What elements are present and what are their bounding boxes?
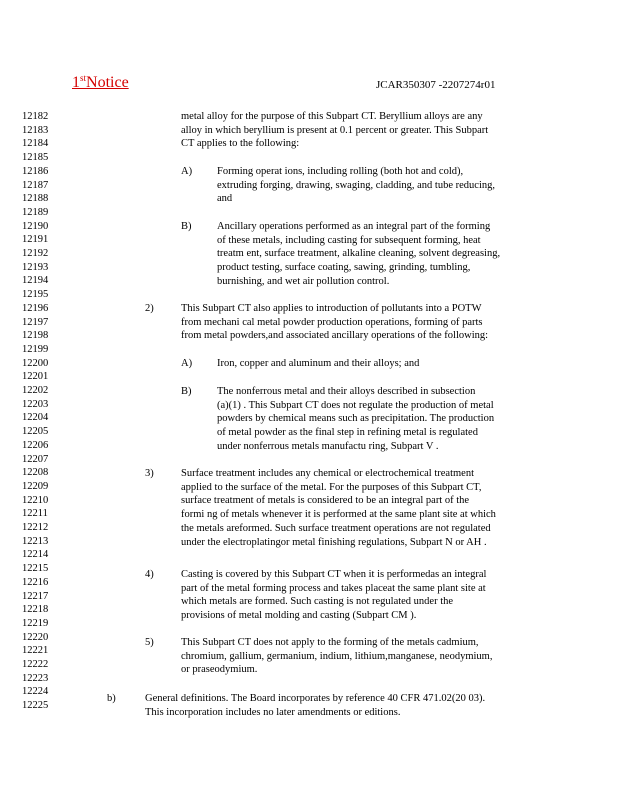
item-b-line-4: product testing, surface coating, sawing, grinding, tumbling, bbox=[217, 262, 471, 274]
line-number: 12187 bbox=[22, 179, 49, 191]
line-number: 12224 bbox=[22, 686, 49, 698]
line-number: 12191 bbox=[22, 234, 49, 246]
item-5-line-2: chromium, gallium, germanium, indium, lithium,manganese, neodymium, bbox=[181, 650, 493, 662]
item-b-line-5: burnishing, and wet air pollution control. bbox=[217, 275, 390, 287]
item-4-line-4: provisions of metal molding and casting (Subpart CM ). bbox=[181, 610, 417, 622]
item-5-line-3: or praseodymium. bbox=[181, 664, 258, 676]
line-number: 12194 bbox=[22, 275, 49, 287]
line-number: 12185 bbox=[22, 152, 49, 164]
item-a-line-3: and bbox=[217, 193, 233, 205]
item-2b-line-4: of metal powder as the final step in refining metal is regulated bbox=[217, 427, 478, 439]
para-intro-line-3: CT applies to the following: bbox=[181, 138, 300, 150]
line-number: 12211 bbox=[22, 508, 48, 520]
item-2b-line-2: (a)(1) . This Subpart CT does not regulate the production of metal bbox=[217, 399, 494, 411]
line-number: 12217 bbox=[22, 590, 49, 602]
item-5-line-1: This Subpart CT does not apply to the forming of the metals cadmium, bbox=[181, 637, 479, 648]
line-number: 12202 bbox=[22, 385, 49, 396]
item-a-line-2: extruding forging, drawing, swaging, cladding, and tube reducing, bbox=[217, 179, 495, 191]
item-4-line-3: which metals are formed. Such casting is not regulated under the bbox=[181, 596, 454, 608]
marker-2: 2) bbox=[145, 303, 154, 314]
item-3-line-6: under the electroplatingor metal finishing regulations, Subpart N or AH . bbox=[181, 536, 487, 548]
line-number: 12204 bbox=[22, 412, 49, 424]
line-number: 12195 bbox=[22, 289, 49, 301]
line-number: 12216 bbox=[22, 576, 49, 588]
line-number: 12183 bbox=[22, 124, 49, 136]
line-number: 12219 bbox=[22, 617, 49, 629]
line-number: 12218 bbox=[22, 604, 49, 616]
line-number: 12192 bbox=[22, 248, 49, 259]
line-number: 12214 bbox=[22, 549, 49, 561]
item-4-line-1: Casting is covered by this Subpart CT when it is performedas an integral bbox=[181, 569, 487, 580]
line-number: 12198 bbox=[22, 330, 49, 342]
item-3-line-4: formi ng of metals whenever it is performed at the same plant site at which bbox=[181, 509, 496, 521]
item-2b-line-3: powders by chemical means such as precipitation. The production bbox=[217, 413, 495, 425]
notice-header: 1stNotice bbox=[72, 73, 129, 91]
item-3-line-2: applied to the surface of the metal. For the purposes of this Subpart CT, bbox=[181, 481, 482, 493]
definitions-line-1: General definitions. The Board incorporates by reference 40 CFR 471.02(20 03). bbox=[145, 693, 486, 704]
line-number: 12200 bbox=[22, 357, 49, 369]
document-id: JCAR350307 -2207274r01 bbox=[376, 79, 496, 91]
line-number: 12205 bbox=[22, 426, 49, 438]
line-number: 12186 bbox=[22, 165, 49, 177]
definitions-line-2: This incorporation includes no later amendments or editions. bbox=[145, 706, 401, 718]
item-2b-line-1: The nonferrous metal and their alloys described in subsection bbox=[217, 386, 476, 397]
item-2-line-1: This Subpart CT also applies to introduction of pollutants into a POTW bbox=[181, 303, 482, 314]
marker-5: 5) bbox=[145, 637, 154, 648]
marker-a: A) bbox=[181, 166, 193, 177]
line-number: 12212 bbox=[22, 522, 49, 533]
marker-3: 3) bbox=[145, 468, 154, 479]
line-number: 12189 bbox=[22, 206, 49, 218]
line-number: 12201 bbox=[22, 371, 49, 383]
line-number: 12221 bbox=[22, 645, 49, 657]
line-number: 12209 bbox=[22, 480, 49, 492]
line-number: 12223 bbox=[22, 672, 49, 684]
item-3-line-3: surface treatment of metals is considered to be an integral part of the bbox=[181, 495, 470, 507]
line-number: 12215 bbox=[22, 563, 49, 575]
line-number: 12196 bbox=[22, 302, 49, 314]
item-2-line-3: from metal powders,and associated ancillary operations of the following: bbox=[181, 330, 489, 342]
line-number: 12188 bbox=[22, 193, 49, 205]
item-3-line-5: the metals areformed. Such surface treatment operations are not regulated bbox=[181, 522, 491, 534]
line-number: 12208 bbox=[22, 467, 49, 479]
item-a-line-1: Forming operat ions, including rolling (both hot and cold), bbox=[217, 166, 464, 177]
para-intro-line-1: metal alloy for the purpose of this Subpart CT. Beryllium alloys are any bbox=[181, 111, 483, 122]
item-2a-line-1: Iron, copper and aluminum and their alloys; and bbox=[217, 358, 420, 369]
item-3-line-1: Surface treatment includes any chemical or electrochemical treatment bbox=[181, 468, 474, 479]
marker-b-definitions: b) bbox=[107, 693, 116, 704]
item-2-line-2: from mechani cal metal powder production operations, forming of parts bbox=[181, 316, 483, 328]
line-number: 12199 bbox=[22, 343, 49, 355]
line-number: 12197 bbox=[22, 316, 49, 328]
item-b-line-1: Ancillary operations performed as an integral part of the forming bbox=[217, 221, 491, 232]
marker-4: 4) bbox=[145, 569, 154, 580]
line-number: 12207 bbox=[22, 453, 49, 465]
line-number: 12190 bbox=[22, 220, 49, 232]
item-b-line-3: treatm ent, surface treatment, alkaline cleaning, solvent degreasing, bbox=[217, 248, 501, 260]
line-number: 12225 bbox=[22, 700, 49, 712]
line-number: 12203 bbox=[22, 398, 49, 410]
marker-2a: A) bbox=[181, 358, 193, 369]
marker-b: B) bbox=[181, 221, 192, 232]
line-number: 12210 bbox=[22, 494, 49, 506]
line-number: 12222 bbox=[22, 659, 49, 670]
line-number: 12182 bbox=[22, 111, 49, 122]
line-number: 12184 bbox=[22, 138, 49, 150]
line-number: 12193 bbox=[22, 261, 49, 273]
line-number: 12213 bbox=[22, 535, 49, 547]
line-number: 12206 bbox=[22, 439, 49, 451]
para-intro-line-2: alloy in which beryllium is present at 0.1 percent or greater. This Subpart bbox=[181, 124, 489, 136]
item-4-line-2: part of the metal forming process and takes placeat the same plant site at bbox=[181, 582, 486, 594]
item-2b-line-5: under nonferrous metals manufactu ring, Subpart V . bbox=[217, 440, 439, 452]
line-number: 12220 bbox=[22, 631, 49, 643]
item-b-line-2: of these metals, including casting for subsequent forming, heat bbox=[217, 234, 481, 246]
marker-2b: B) bbox=[181, 386, 192, 397]
